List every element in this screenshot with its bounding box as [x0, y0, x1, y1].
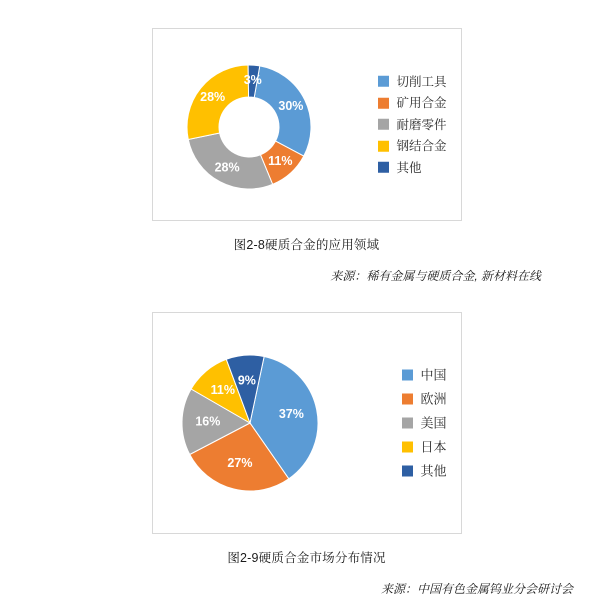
legend-item[interactable] — [402, 441, 446, 454]
legend-item[interactable] — [402, 393, 446, 406]
pie-slice-label: 27% — [226, 456, 252, 471]
pie-chart-area — [153, 313, 343, 533]
pie-slice-label: 28% — [214, 160, 240, 175]
chart-legend-2 — [402, 369, 446, 478]
legend-swatch-icon — [402, 418, 413, 429]
legend-swatch-icon — [378, 119, 389, 130]
legend-item[interactable] — [402, 417, 446, 430]
legend-swatch-icon — [378, 98, 389, 109]
legend-swatch-icon — [378, 76, 389, 87]
figure-source-1: 来源：稀有金属与硬质合金, 新材料在线 — [330, 269, 541, 283]
legend-label: 其他 — [420, 463, 447, 479]
legend-item[interactable] — [378, 140, 446, 153]
legend-label: 中国 — [420, 367, 447, 383]
figure-market-distribution — [0, 292, 613, 597]
legend-label: 美国 — [420, 415, 447, 431]
figure-hard-alloy-applications — [0, 0, 613, 284]
doughnut-chart-area — [153, 29, 343, 220]
legend-swatch-icon — [402, 370, 413, 381]
pie-slice-label: 9% — [237, 373, 256, 388]
legend-item[interactable] — [378, 97, 446, 110]
legend-item[interactable] — [402, 465, 446, 478]
legend-label: 钢结合金 — [396, 138, 447, 153]
pie-slice-label: 28% — [199, 90, 225, 105]
pie-slice-label: 3% — [243, 72, 262, 87]
legend-label: 其他 — [396, 160, 422, 175]
legend-item[interactable] — [378, 75, 446, 88]
pie-slice-label: 30% — [277, 98, 303, 113]
figure-source-2: 来源：中国有色金属钨业分会研讨会 — [380, 582, 573, 596]
legend-item[interactable] — [378, 161, 446, 174]
pie-chart-svg — [153, 313, 343, 535]
legend-item[interactable] — [378, 118, 446, 131]
legend-swatch-icon — [402, 466, 413, 477]
pie-slice-label: 16% — [194, 414, 220, 429]
legend-swatch-icon — [378, 141, 389, 152]
legend-label: 耐磨零件 — [396, 117, 447, 132]
chart-frame-2 — [152, 312, 462, 534]
chart-legend-1 — [378, 75, 446, 174]
legend-swatch-icon — [378, 162, 389, 173]
legend-swatch-icon — [402, 442, 413, 453]
legend-swatch-icon — [402, 394, 413, 405]
pie-slice-label: 37% — [278, 406, 304, 421]
legend-item[interactable] — [402, 369, 446, 382]
doughnut-chart-svg — [153, 29, 343, 222]
figure-caption-2: 图2-9硬质合金市场分布情况 — [227, 551, 386, 565]
legend-label: 切削工具 — [396, 74, 447, 89]
chart-frame-1 — [152, 28, 462, 221]
pie-slice-label: 11% — [210, 383, 235, 398]
legend-label: 日本 — [420, 439, 447, 455]
pie-slice-label: 11% — [267, 153, 293, 168]
legend-label: 欧洲 — [420, 391, 447, 407]
legend-label: 矿用合金 — [396, 95, 447, 110]
figure-caption-1: 图2-8硬质合金的应用领域 — [233, 238, 380, 252]
